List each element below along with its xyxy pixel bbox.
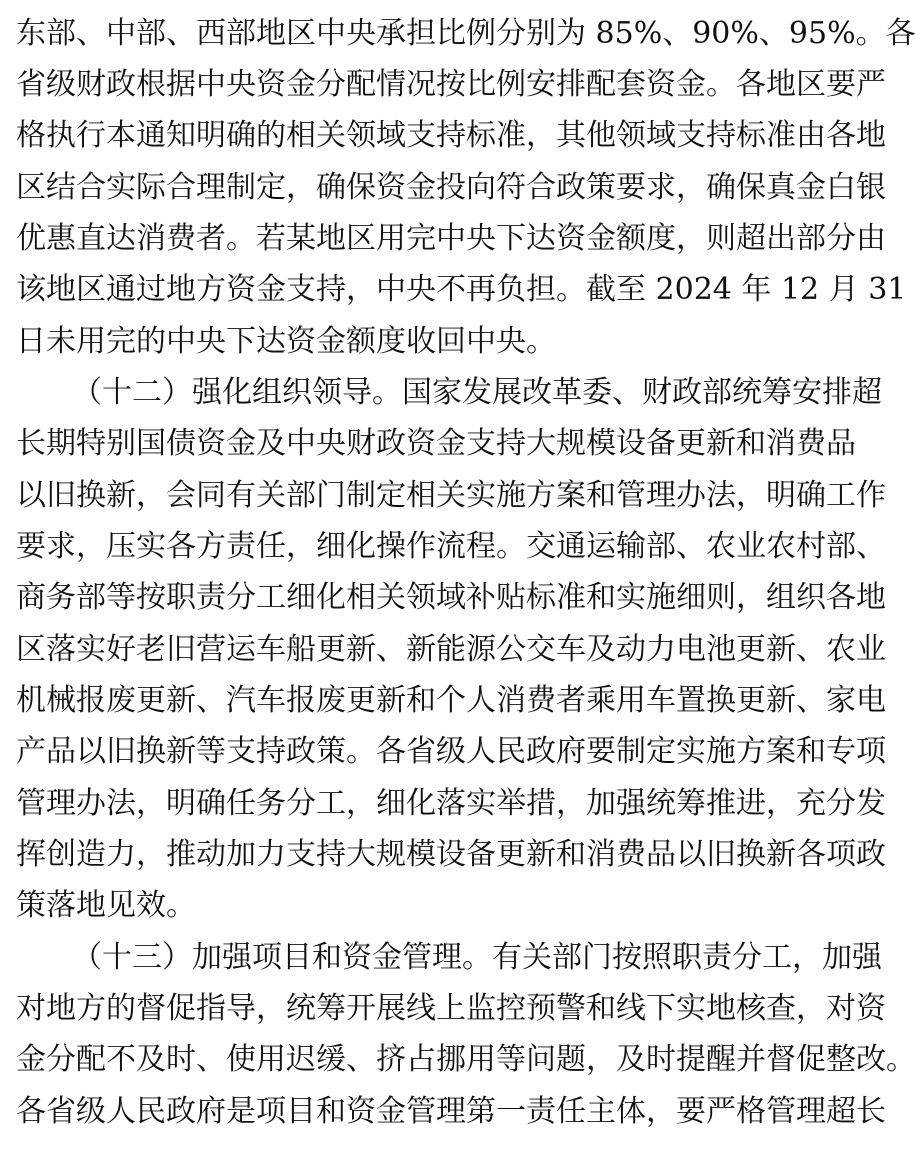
text-line: 以旧换新，会同有关部门制定相关实施方案和管理办法，明确工作 xyxy=(16,478,886,513)
text-line: 策落地见效。 xyxy=(16,888,196,923)
text-line: 省级财政根据中央资金分配情况按比例安排配套资金。各地区要严 xyxy=(16,67,886,102)
section-heading-line: （十三）加强项目和资金管理。有关部门按照职责分工，加强 xyxy=(72,940,882,975)
text-line: 商务部等按职责分工细化相关领域补贴标准和实施细则，组织各地 xyxy=(16,580,886,615)
text-line: 机械报废更新、汽车报废更新和个人消费者乘用车置换更新、家电 xyxy=(16,683,886,718)
text-line: 区结合实际合理制定，确保资金投向符合政策要求，确保真金白银 xyxy=(16,170,886,205)
section-heading-line: （十二）强化组织领导。国家发展改革委、财政部统筹安排超 xyxy=(72,375,882,410)
text-line: 挥创造力，推动加力支持大规模设备更新和消费品以旧换新各项政 xyxy=(16,837,886,872)
text-line: 格执行本通知明确的相关领域支持标准，其他领域支持标准由各地 xyxy=(16,118,886,153)
text-line: 对地方的督促指导，统筹开展线上监控预警和线下实地核查，对资 xyxy=(16,991,886,1026)
text-line: 区落实好老旧营运车船更新、新能源公交车及动力电池更新、农业 xyxy=(16,632,886,667)
text-line: 优惠直达消费者。若某地区用完中央下达资金额度，则超出部分由 xyxy=(16,221,886,256)
text-line: 长期特别国债资金及中央财政资金支持大规模设备更新和消费品 xyxy=(16,426,856,461)
text-line: 管理办法，明确任务分工，细化落实举措，加强统筹推进，充分发 xyxy=(16,786,886,821)
text-line: 要求，压实各方责任，细化操作流程。交通运输部、农业农村部、 xyxy=(16,529,886,564)
text-line: 东部、中部、西部地区中央承担比例分别为 85%、90%、95%。各 xyxy=(16,16,916,51)
text-line: 日未用完的中央下达资金额度收回中央。 xyxy=(16,324,556,359)
text-line: 金分配不及时、使用迟缓、挤占挪用等问题，及时提醒并督促整改。 xyxy=(16,1042,916,1077)
text-line: 产品以旧换新等支持政策。各省级人民政府要制定实施方案和专项 xyxy=(16,734,886,769)
text-line: 各省级人民政府是项目和资金管理第一责任主体，要严格管理超长 xyxy=(16,1094,886,1129)
text-line: 该地区通过地方资金支持，中央不再负担。截至 2024 年 12 月 31 xyxy=(16,272,907,307)
